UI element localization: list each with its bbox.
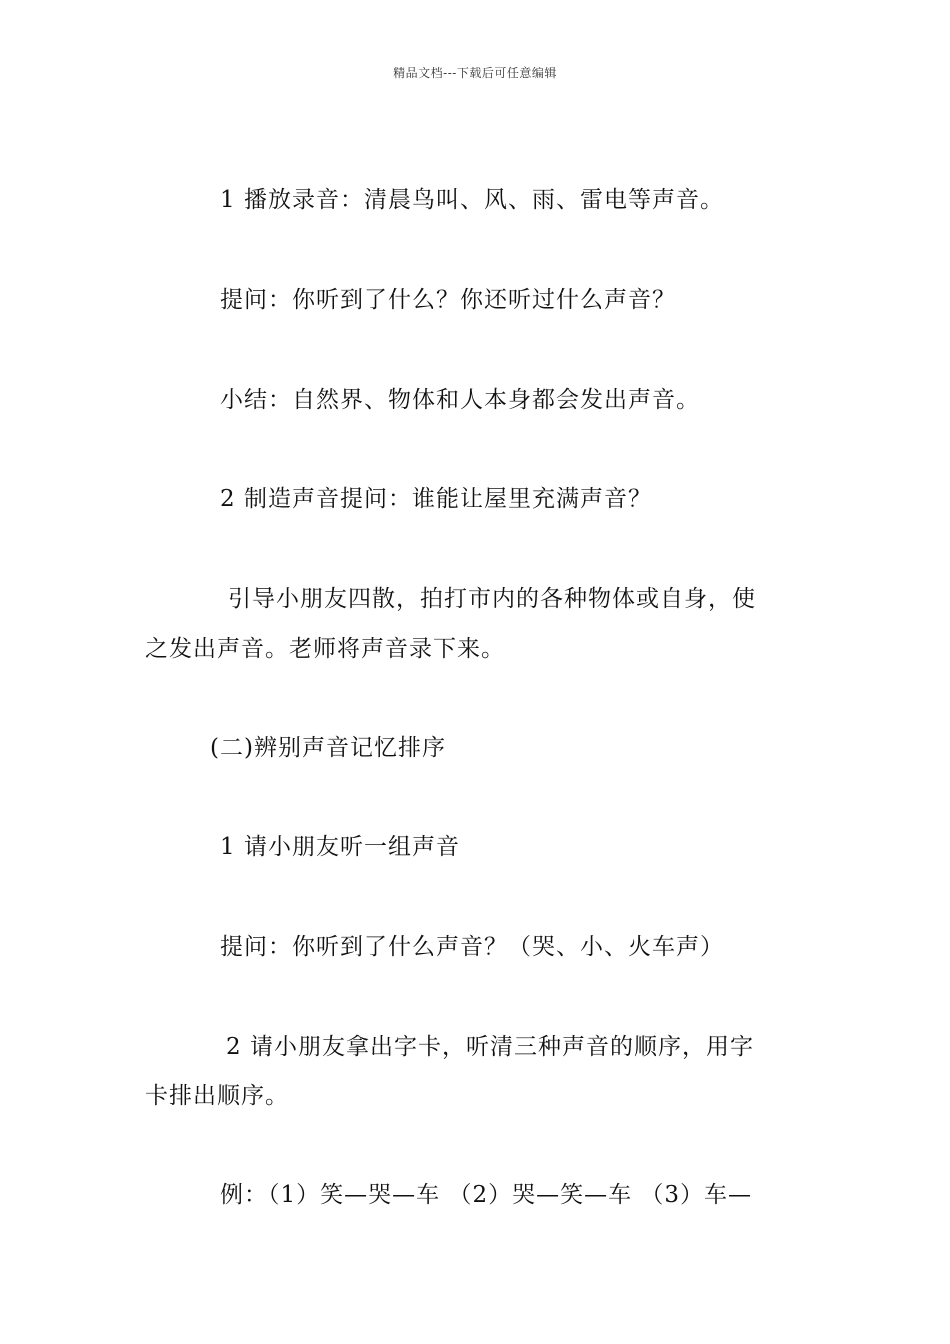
paragraph-line-8: 1 请小朋友听一组声音 bbox=[220, 834, 460, 860]
paragraph-line-2: 提问：你听到了什么？你还听过什么声音？ bbox=[220, 287, 676, 313]
paragraph-line-5: 引导小朋友四散，拍打市内的各种物体或自身，使 bbox=[228, 586, 756, 612]
paragraph-line-3: 小结：自然界、物体和人本身都会发出声音。 bbox=[220, 387, 700, 413]
paragraph-line-4: 2 制造声音提问：谁能让屋里充满声音？ bbox=[220, 486, 652, 512]
paragraph-line-11: 卡排出顺序。 bbox=[145, 1083, 289, 1109]
paragraph-line-9: 提问：你听到了什么声音？（哭、小、火车声） bbox=[220, 934, 724, 960]
paragraph-line-12: 例：（1）笑—哭—车 （2）哭—笑—车 （3）车— bbox=[220, 1182, 753, 1208]
section-heading: (二)辨别声音记忆排序 bbox=[210, 735, 446, 761]
paragraph-line-6: 之发出声音。老师将声音录下来。 bbox=[145, 636, 505, 662]
paragraph-line-1: 1 播放录音：清晨鸟叫、风、雨、雷电等声音。 bbox=[220, 187, 724, 213]
page-header: 精品文档---下载后可任意编辑 bbox=[393, 66, 557, 80]
paragraph-line-10: 2 请小朋友拿出字卡，听清三种声音的顺序，用字 bbox=[226, 1034, 754, 1060]
